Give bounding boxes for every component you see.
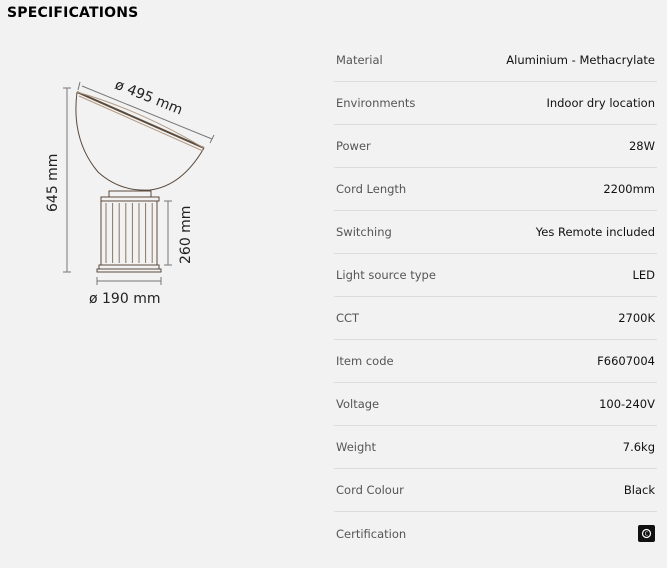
spec-row xyxy=(334,39,657,82)
spec-label: CCT xyxy=(336,311,360,325)
specifications-table xyxy=(334,39,657,555)
spec-label: Cord Colour xyxy=(336,483,404,497)
base-diameter-label: ø 190 mm xyxy=(89,291,161,307)
spec-row xyxy=(334,125,657,168)
svg-text:C: C xyxy=(644,531,649,538)
spec-value: Indoor dry location xyxy=(546,96,655,110)
spec-value: 2200mm xyxy=(603,182,655,196)
base-height-dimension-line xyxy=(164,201,172,265)
spec-label: Weight xyxy=(336,440,377,454)
lamp-shade xyxy=(76,92,204,190)
spec-label: Material xyxy=(336,53,383,67)
spec-label: Environments xyxy=(336,96,416,110)
spec-row xyxy=(334,82,657,125)
spec-row xyxy=(334,211,657,254)
base-diameter-dimension-line xyxy=(97,277,161,285)
spec-row xyxy=(334,340,657,383)
lamp-base-column xyxy=(101,201,157,265)
spec-row xyxy=(334,254,657,297)
lamp-dimension-diagram xyxy=(0,0,330,320)
spec-value: Yes Remote included xyxy=(535,225,655,239)
spec-row xyxy=(334,512,657,555)
total-height-dimension-line xyxy=(63,88,71,272)
lamp-base-plate xyxy=(97,265,161,272)
spec-row xyxy=(334,383,657,426)
lamp-neck xyxy=(101,191,159,201)
spec-value: Aluminium - Methacrylate xyxy=(506,53,655,67)
spec-label: Item code xyxy=(336,354,394,368)
spec-value: Black xyxy=(623,483,655,497)
spec-value: 28W xyxy=(628,139,655,153)
spec-value: LED xyxy=(632,268,655,282)
spec-label: Power xyxy=(336,139,371,153)
spec-value: 100-240V xyxy=(599,397,655,411)
spec-label: Certification xyxy=(336,526,407,541)
page-title: SPECIFICATIONS xyxy=(7,5,139,21)
total-height-label: 645 mm xyxy=(45,153,61,212)
certification-badge-icon xyxy=(638,525,655,542)
spec-value: F6607004 xyxy=(597,354,655,368)
spec-row xyxy=(334,168,657,211)
base-height-label: 260 mm xyxy=(178,205,194,264)
spec-label: Cord Length xyxy=(336,182,407,196)
spec-label: Voltage xyxy=(336,397,380,411)
spec-label: Switching xyxy=(336,225,392,239)
spec-label: Light source type xyxy=(336,268,436,282)
spec-value: 2700K xyxy=(618,311,655,325)
spec-row xyxy=(334,426,657,469)
spec-value: 7.6kg xyxy=(622,440,655,454)
spec-row xyxy=(334,297,657,340)
spec-row xyxy=(334,469,657,512)
shade-diameter-label: ø 495 mm xyxy=(112,76,185,119)
